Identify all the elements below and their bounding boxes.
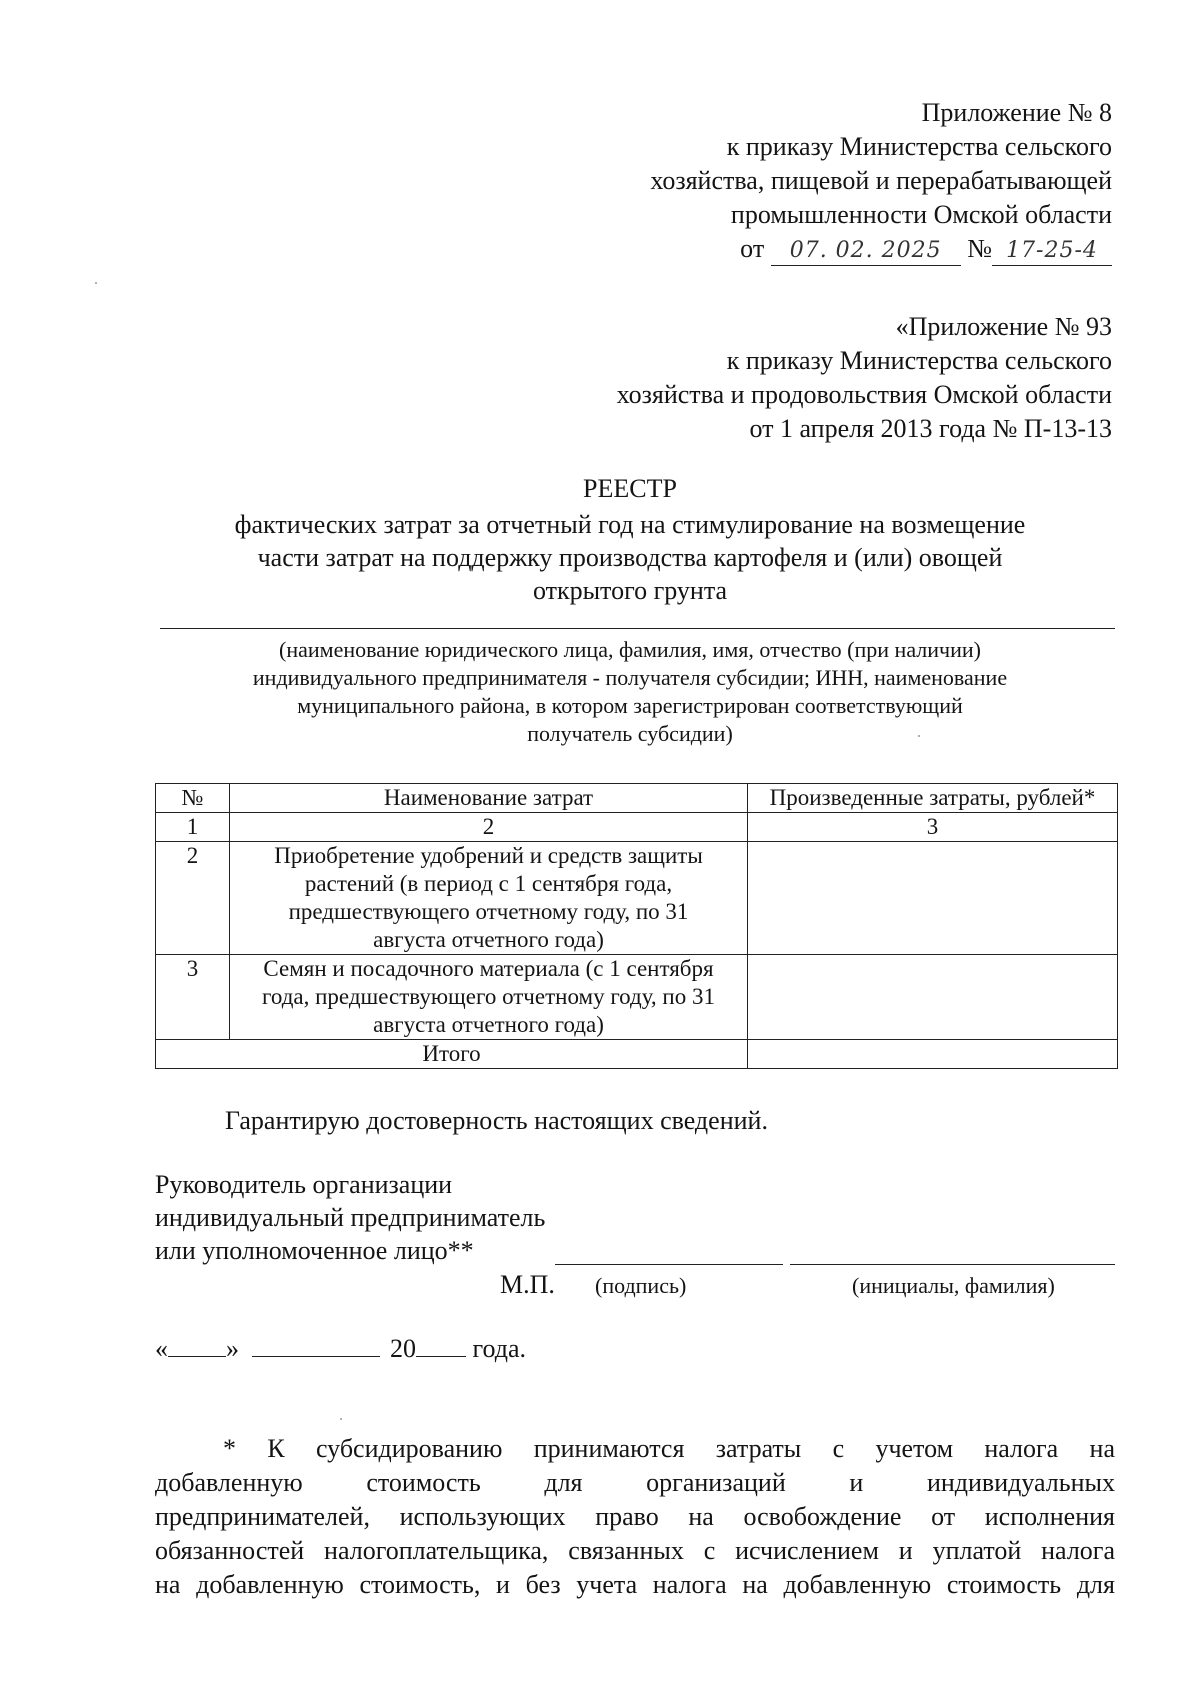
cost-name-line: Приобретение удобрений и средств защиты	[274, 843, 703, 868]
date-prefix: от	[740, 234, 765, 263]
year-blank	[416, 1332, 466, 1357]
table-row	[156, 842, 1118, 955]
footnote	[155, 1432, 1115, 1602]
cost-name-line: августа отчетного года)	[373, 1012, 604, 1037]
name-line	[790, 1264, 1115, 1265]
caption-line-2: индивидуального предпринимателя - получателя субсидии; ИНН, наименование	[252, 665, 1008, 690]
table-column-number-row	[156, 813, 1118, 842]
cost-name-line: Семян и посадочного материала (с 1 сентября	[263, 956, 714, 981]
signatory-line-2: индивидуальный предприниматель	[155, 1203, 546, 1232]
appendix-8-ministry-line: хозяйства, пищевой и перерабатывающей	[650, 166, 1112, 195]
signature-line	[555, 1264, 783, 1265]
caption-line-4: получатель субсидии)	[527, 721, 733, 746]
table-row	[156, 955, 1118, 1040]
column-number-1: 1	[156, 813, 230, 842]
date-open-quote: «	[155, 1334, 168, 1363]
appendix-8-date-line	[650, 232, 1112, 266]
number-prefix: №	[967, 234, 992, 263]
caption-line-1: (наименование юридического лица, фамилия, имя, отчество (при наличии)	[279, 637, 981, 662]
appendix-8-title: Приложение № 8	[921, 98, 1112, 127]
day-blank	[168, 1332, 226, 1357]
cost-name-cell	[230, 955, 748, 1040]
date-close-quote: »	[226, 1334, 239, 1363]
title-line-3: открытого грунта	[532, 576, 728, 605]
signature-caption: (подпись)	[595, 1273, 687, 1298]
recipient-caption	[150, 636, 1110, 748]
appendix-8-order-line: к приказу Министерства сельского	[726, 132, 1112, 161]
column-number-2: 2	[230, 813, 748, 842]
cost-name-line: растений (в период с 1 сентября года,	[304, 871, 673, 896]
title-line-1: фактических затрат за отчетный год на стимулирование на возмещение	[234, 510, 1026, 539]
cost-registry-table	[155, 783, 1118, 1069]
row-number: 2	[156, 842, 230, 955]
footnote-line-1: * К субсидированию принимаются затраты с учетом налога на	[223, 1434, 1115, 1463]
cost-name-line: августа отчетного года)	[373, 927, 604, 952]
scan-speck	[918, 735, 920, 737]
cost-name-line: года, предшествующего отчетному году, по 31	[262, 984, 715, 1009]
appendix-93-ministry-line: хозяйства и продовольствия Омской области	[616, 380, 1112, 409]
amount-cell	[748, 842, 1118, 955]
caption-line-3: муниципального района, в котором зарегистрирован соответствующий	[297, 693, 963, 718]
table-total-row	[156, 1040, 1118, 1069]
guarantee-statement: Гарантирую достоверность настоящих сведений.	[225, 1106, 768, 1135]
footnote-line-3: предпринимателей, использующих право на освобождение от исполнения	[155, 1502, 1115, 1531]
header-number: №	[156, 784, 230, 813]
stamp-label: М.П.	[500, 1270, 555, 1299]
appendix-8-header	[650, 96, 1112, 266]
total-amount	[748, 1040, 1118, 1069]
scan-speck	[340, 1418, 342, 1420]
month-blank	[252, 1332, 380, 1357]
year-century: 20	[390, 1334, 416, 1363]
title-line-2: части затрат на поддержку производства картофеля и (или) овощей	[257, 543, 1003, 572]
footnote-line-5: на добавленную стоимость, и без учета налога на добавленную стоимость для	[155, 1570, 1115, 1599]
appendix-8-region-line: промышленности Омской области	[730, 200, 1112, 229]
name-caption: (инициалы, фамилия)	[852, 1273, 1055, 1298]
handwritten-number: 17-25-4	[992, 237, 1112, 266]
scan-speck	[95, 282, 97, 284]
document-title	[150, 472, 1110, 607]
signatory-line-1: Руководитель организации	[155, 1170, 453, 1199]
column-number-3: 3	[748, 813, 1118, 842]
appendix-93-date-line: от 1 апреля 2013 года № П-13-13	[749, 414, 1112, 443]
handwritten-date: 07. 02. 2025	[771, 237, 961, 266]
title-heading: РЕЕСТР	[583, 474, 677, 503]
footnote-line-4: обязанностей налогоплательщика, связанных с исчислением и уплатой налога	[155, 1536, 1115, 1565]
table-header-row	[156, 784, 1118, 813]
footnote-line-2: добавленную стоимость для организаций и индивидуальных	[155, 1468, 1115, 1497]
header-cost-name: Наименование затрат	[230, 784, 748, 813]
cost-name-cell	[230, 842, 748, 955]
total-label: Итого	[156, 1040, 748, 1069]
header-costs-incurred: Произведенные затраты, рублей*	[748, 784, 1118, 813]
year-suffix: года.	[472, 1334, 527, 1363]
appendix-93-title: «Приложение № 93	[895, 312, 1112, 341]
date-line	[155, 1332, 526, 1365]
cost-name-line: предшествующего отчетному году, по 31	[288, 899, 689, 924]
appendix-93-header	[617, 310, 1112, 446]
signatory-line-3: или уполномоченное лицо**	[155, 1236, 474, 1265]
appendix-93-order-line: к приказу Министерства сельского	[726, 346, 1112, 375]
recipient-name-line	[160, 628, 1115, 629]
amount-cell	[748, 955, 1118, 1040]
row-number: 3	[156, 955, 230, 1040]
